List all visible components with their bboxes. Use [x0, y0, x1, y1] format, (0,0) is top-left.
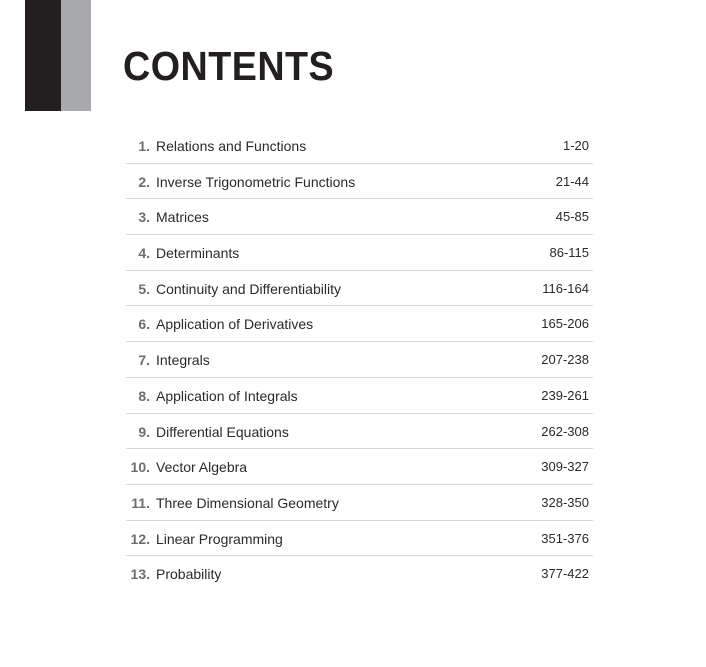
toc-entry-integrals[interactable]: [126, 342, 593, 378]
toc-entry-title: Relations and Functions: [156, 138, 307, 154]
table-of-contents: [126, 128, 593, 592]
toc-entry-number: 5.: [138, 280, 150, 297]
decorative-dark-bar: [25, 0, 61, 111]
toc-entry-number: 9.: [138, 423, 150, 440]
toc-entry-pages: 21-44: [555, 173, 589, 189]
toc-entry-title: Probability: [156, 566, 222, 583]
toc-entry-number: 10.: [130, 459, 150, 476]
toc-entry-probability[interactable]: [126, 556, 593, 592]
toc-entry-pages: 377-422: [541, 566, 589, 582]
toc-entry-pages: 207-238: [541, 352, 589, 368]
toc-entry-title: Differential Equations: [156, 423, 289, 440]
toc-entry-number: 4.: [138, 245, 150, 262]
toc-entry-title: Application of Integrals: [156, 387, 298, 404]
toc-entry-vector-algebra[interactable]: [126, 449, 593, 485]
toc-entry-pages: 45-85: [555, 209, 589, 225]
toc-entry-pages: 328-350: [541, 494, 589, 510]
toc-entry-application-of-derivatives[interactable]: [126, 306, 593, 342]
toc-entry-three-dimensional-geometry[interactable]: [126, 485, 593, 521]
toc-entry-number: 6.: [138, 316, 150, 333]
page-title: CONTENTS: [123, 43, 335, 89]
toc-entry-pages: 86-115: [549, 245, 589, 261]
toc-entry-title: Continuity and Differentiability: [156, 280, 341, 297]
toc-entry-number: 13.: [130, 566, 150, 583]
toc-entry-pages: 351-376: [541, 530, 589, 546]
toc-entry-inverse-trigonometric-functions[interactable]: [126, 164, 593, 200]
toc-entry-number: 3.: [138, 209, 150, 226]
toc-entry-pages: 116-164: [542, 280, 589, 296]
toc-entry-title: Linear Programming: [156, 530, 283, 547]
toc-entry-pages: 239-261: [541, 387, 589, 403]
decorative-grey-bar: [61, 0, 91, 111]
toc-entry-number: 11.: [131, 494, 150, 511]
toc-entry-number: 2.: [138, 173, 150, 190]
toc-entry-pages: 309-327: [541, 459, 589, 475]
toc-entry-relations-and-functions[interactable]: [126, 128, 593, 164]
toc-entry-matrices[interactable]: [126, 199, 593, 235]
toc-entry-title: Vector Algebra: [156, 459, 248, 476]
toc-entry-number: 1.: [138, 138, 150, 154]
toc-entry-title: Three Dimensional Geometry: [156, 494, 339, 511]
toc-entry-application-of-integrals[interactable]: [126, 378, 593, 414]
toc-entry-determinants[interactable]: [126, 235, 593, 271]
toc-entry-number: 8.: [138, 387, 150, 404]
toc-entry-pages: 1-20: [562, 138, 589, 153]
toc-entry-linear-programming[interactable]: [126, 521, 593, 557]
toc-entry-differential-equations[interactable]: [126, 414, 593, 450]
toc-entry-pages: 165-206: [541, 316, 589, 332]
toc-entry-title: Determinants: [156, 245, 240, 262]
toc-entry-pages: 262-308: [541, 423, 589, 439]
toc-entry-title: Application of Derivatives: [156, 316, 314, 333]
toc-entry-continuity-and-differentiability[interactable]: [126, 271, 593, 307]
toc-entry-title: Inverse Trigonometric Functions: [156, 173, 356, 190]
toc-entry-number: 7.: [138, 352, 150, 369]
toc-entry-title: Matrices: [156, 209, 209, 226]
toc-entry-title: Integrals: [156, 352, 210, 369]
toc-entry-number: 12.: [130, 530, 150, 547]
